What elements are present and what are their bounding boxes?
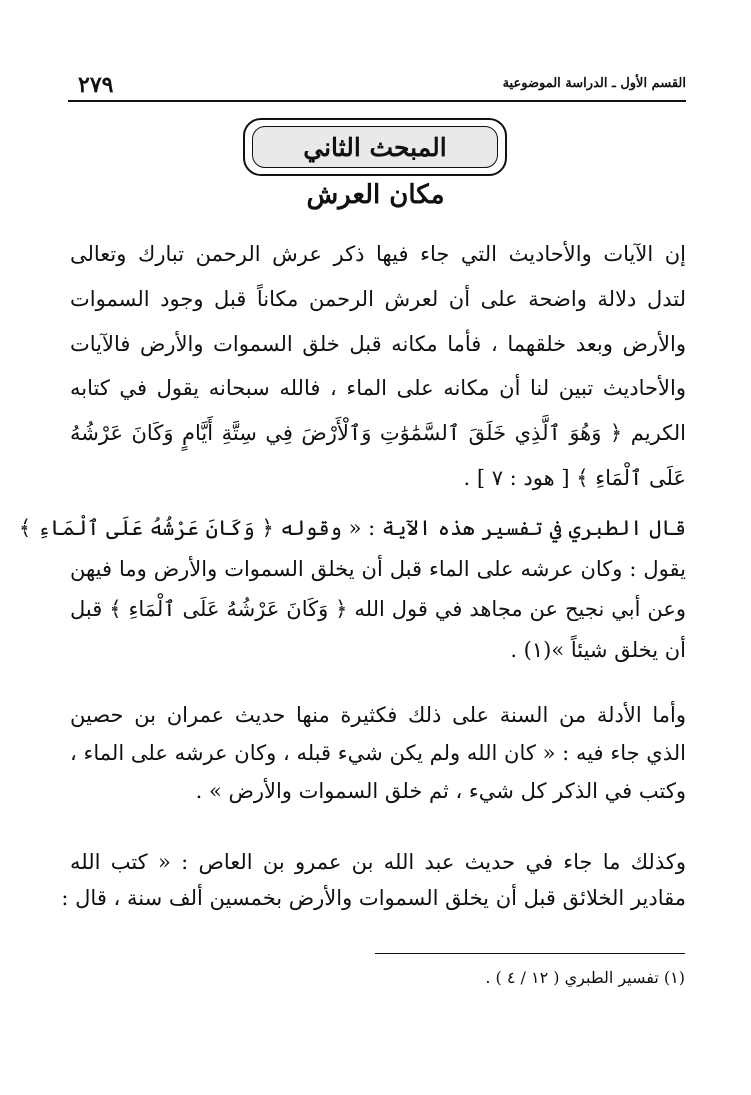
text-line: إن الآيات والأحاديث التي جاء فيها ذكر عرش الرحمن تبارك وتعالى bbox=[70, 242, 686, 266]
footnote: (١) تفسير الطبري ( ١٢ / ٤ ) . bbox=[485, 968, 685, 987]
paragraph-4 bbox=[61, 844, 686, 916]
text-line: الكريم ﴿ وَهُوَ ٱلَّذِي خَلَقَ ٱلسَّمَٰوَٰتِ وَٱلْأَرْضَ فِي سِتَّةِ أَيَّامٍ وَكَانَ عَرْشُهُ bbox=[70, 421, 686, 446]
text-line: وكتب في الذكر كل شيء ، ثم خلق السموات والأرض » . bbox=[195, 779, 686, 803]
text-line: قال الطبري في تفسير هذه الآية : « وقوله ﴿ وَكَانَ عَرْشُهُ عَلَى ٱلْمَاءِ ﴾ bbox=[18, 516, 686, 540]
footnote-rule bbox=[375, 953, 685, 954]
page-number: ٢٧٩ bbox=[78, 72, 114, 98]
text-line: والأحاديث تبين لنا أن مكانه على الماء ، فالله سبحانه يقول في كتابه bbox=[70, 376, 686, 401]
text-line: والأرض وبعد خلقهما ، فأما مكانه قبل خلق السموات والأرض فالآيات bbox=[70, 331, 686, 356]
text-line: أن يخلق شيئاً »(١) . bbox=[510, 637, 686, 662]
text-line: مقادير الخلائق قبل أن يخلق السموات والأرض بخمسين ألف سنة ، قال : bbox=[61, 886, 686, 910]
paragraph-1 bbox=[70, 232, 686, 501]
section-title-frame-inner bbox=[252, 126, 498, 168]
text-line: وأما الأدلة من السنة على ذلك فكثيرة منها حديث عمران بن حصين bbox=[70, 703, 686, 727]
text-line: الذي جاء فيه : « كان الله ولم يكن شيء قبله ، وكان عرشه على الماء ، bbox=[70, 741, 686, 765]
page-header bbox=[68, 72, 686, 100]
header-rule bbox=[68, 100, 686, 102]
text-line: لتدل دلالة واضحة على أن لعرش الرحمن مكاناً قبل وجود السموات bbox=[70, 286, 686, 311]
text-line: وعن أبي نجيح عن مجاهد في قول الله ﴿ وَكَانَ عَرْشُهُ عَلَى ٱلْمَاءِ ﴾ قبل bbox=[70, 597, 686, 621]
text-line: عَلَى ٱلْمَاءِ ﴾ [ هود : ٧ ] . bbox=[463, 465, 686, 490]
section-title-frame bbox=[243, 118, 507, 176]
text-line: وكذلك ما جاء في حديث عبد الله بن عمرو بن العاص : « كتب الله bbox=[70, 850, 686, 874]
paragraph-2 bbox=[18, 508, 686, 670]
paragraph-3 bbox=[70, 696, 686, 810]
running-head: القسم الأول ـ الدراسة الموضوعية bbox=[502, 76, 686, 91]
chapter-title: مكان العرش bbox=[306, 180, 445, 210]
text-line: يقول : وكان عرشه على الماء قبل أن يخلق السموات والأرض وما فيهن bbox=[70, 556, 686, 581]
section-title: المبحث الثاني bbox=[303, 132, 447, 162]
